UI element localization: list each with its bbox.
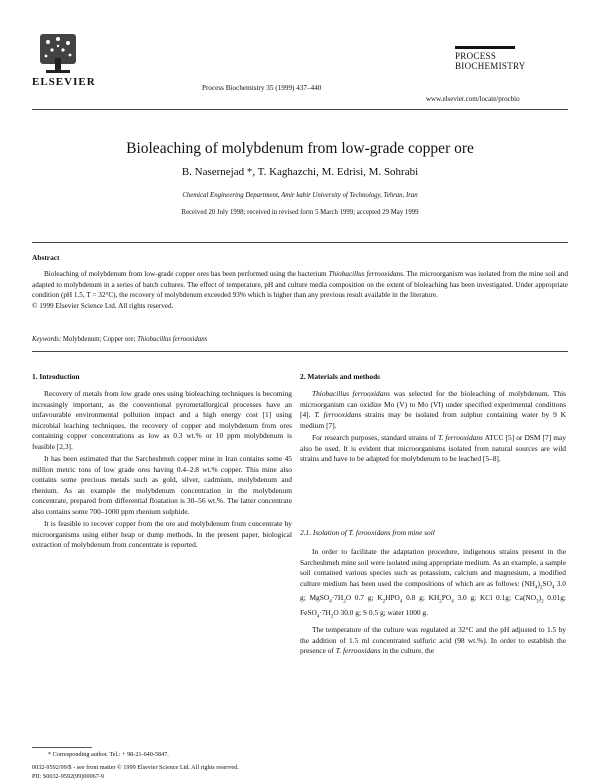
journal-logo-bar — [455, 46, 515, 49]
paragraph: For research purposes, standard strains of T. ferrooxidans ATCC [5] or DSM [7] may also be used. It is evident that microorganisms isolated from natural sources are wild strains and have to be adapted for molybdenum to be leached [5–8]. — [300, 433, 566, 463]
footnote-divider — [32, 747, 92, 748]
species-name: Thiobacillus ferrooxidans — [328, 270, 403, 278]
journal-url[interactable]: www.elsevier.com/locate/procbio — [426, 95, 520, 103]
paragraph: In order to facilitate the adaptation procedure, indigenous strains present in the Sarcheshmeh mine soil were isolated using appropriate medium. As an example, a sample soil contained various species such as potassium, calcium and magnesium, a modified culture medium has been used the compositions of which are as follows: $(NH_4)_2SO_4$ 3.0 g; $MgSO_4\cdot 7H_2O$ 0.7 g; $K_2HPO_4$ 0.8 g; $KH_2PO_4$ 3.0 g; KCl 0.1g; $Ca(NO_3)_2$ 0.01g; $FeSO_4\cdot 7H_2O$ 30.0 g; S 0.5 g; water 1000 g. — [300, 547, 567, 620]
isolation-body — [300, 547, 566, 659]
methods-body — [300, 389, 566, 467]
introduction-body — [32, 389, 292, 553]
paragraph: Recovery of metals from low grade ores using bioleaching techniques is becoming increasingly important, as the conventional pyrometallurgical processes have an unfavourable environmental pollution impact and a high energy cost [1] using microbial leaching techniques, the recovery of copper and molybdenum from ores containing copper concentrations as low as 0.3 wt.% or 10 ppm molybdenum is feasible [2,3]. — [32, 389, 292, 451]
keywords: Keywords: Molybdenum; Copper ore; Thiobacillus ferrooxidans — [32, 336, 208, 343]
publisher-name: ELSEVIER — [32, 76, 96, 88]
copyright-line: © 1999 Elsevier Science Ltd. All rights reserved. — [32, 301, 174, 310]
abstract-heading: Abstract — [32, 253, 60, 262]
pii-line: PII: S0032-9592(99)00067-9 — [32, 773, 105, 780]
paragraph: Thiobacillus ferrooxidans was selected for the bioleaching of molybdenum. This microorganism can oxidize Mo (V) to Mo (VI) under specified experimental conditions [4]. T. ferrooxidans strains may be isolated from sulphur containing water by 9 K medium [7]. — [300, 389, 566, 430]
header-divider — [32, 109, 568, 110]
keywords-divider — [32, 351, 568, 352]
corresponding-author-footnote: * Corresponding author. Tel.: + 98-21-640-5847. — [48, 751, 169, 758]
author-list: B. Nasernejad *, T. Kaghazchi, M. Edrisi, M. Sohrabi — [181, 166, 419, 178]
paragraph: It is feasible to recover copper from the ore and molybdenum from concentrate by microorganisms using either heap or dump methods. In the present paper, biological extraction of molybdenum from concentrate is reported. — [32, 519, 292, 549]
elsevier-tree-logo — [36, 30, 80, 74]
journal-name: PROCESS BIOCHEMISTRY — [455, 51, 526, 71]
paragraph: It has been estimated that the Sarcheshmeh copper mine in Iran contains some 45 million metric tons of low grade ores having 0.4–2.8 wt.% copper. This mine also contains some precious metals such as gold, silver, cadmium, molybdenum and rhenium. As an example the molybdenum concentration in the molybdenum concentrate, prepared from differential floatation is 30–56 wt.%. The latter concentrate also contains some 700–1000 ppm rhenium sulphide. — [32, 454, 292, 516]
article-title: Bioleaching of molybdenum from low-grade copper ore — [126, 140, 474, 157]
article-dates: Received 20 July 1998; received in revised form 5 March 1999; accepted 29 May 1999 — [181, 209, 419, 216]
abstract-text: Bioleaching of molybdenum from low-grade copper ores has been performed using the bacterium Thiobacillus ferrooxidans. The microorganism was isolated from the mine soil and adapted to molybdenum in a series of batch cultures. The effect of temperature, pH and culture media composition on the extent of bioleaching has been investigated. Under appropriate condition (pH 1.5, T = 32°C), the recovery of molybdenum exceeded 93% which is higher than any previous result available in the literature. © 1999 Elsevier Science Ltd. All rights reserved. — [32, 270, 568, 310]
subsection-heading-isolation: 2.1. Isolation of T. ferooxidans from mine soil — [300, 528, 435, 537]
section-heading-introduction: 1. Introduction — [32, 372, 80, 381]
front-matter-line: 0032-9592/99/$ - see front matter © 1999 Elsevier Science Ltd. All rights reserved. — [32, 764, 239, 771]
affiliation: Chemical Engineering Department, Amir kabir University of Technology, Tehran, Iran — [182, 192, 418, 199]
abstract-divider — [32, 242, 568, 243]
keywords-label: Keywords: — [32, 336, 62, 343]
paragraph: The temperature of the culture was regulated at 32°C and the pH adjusted to 1.5 by the addition of 1.5 ml concentrated sulfuric acid (98 wt.%). In order to establish the presence of T. ferrooxidans in the culture, the — [300, 625, 566, 656]
journal-citation: Process Biochemistry 35 (1999) 437–440 — [202, 84, 322, 92]
section-heading-methods: 2. Materials and methods — [300, 372, 381, 381]
